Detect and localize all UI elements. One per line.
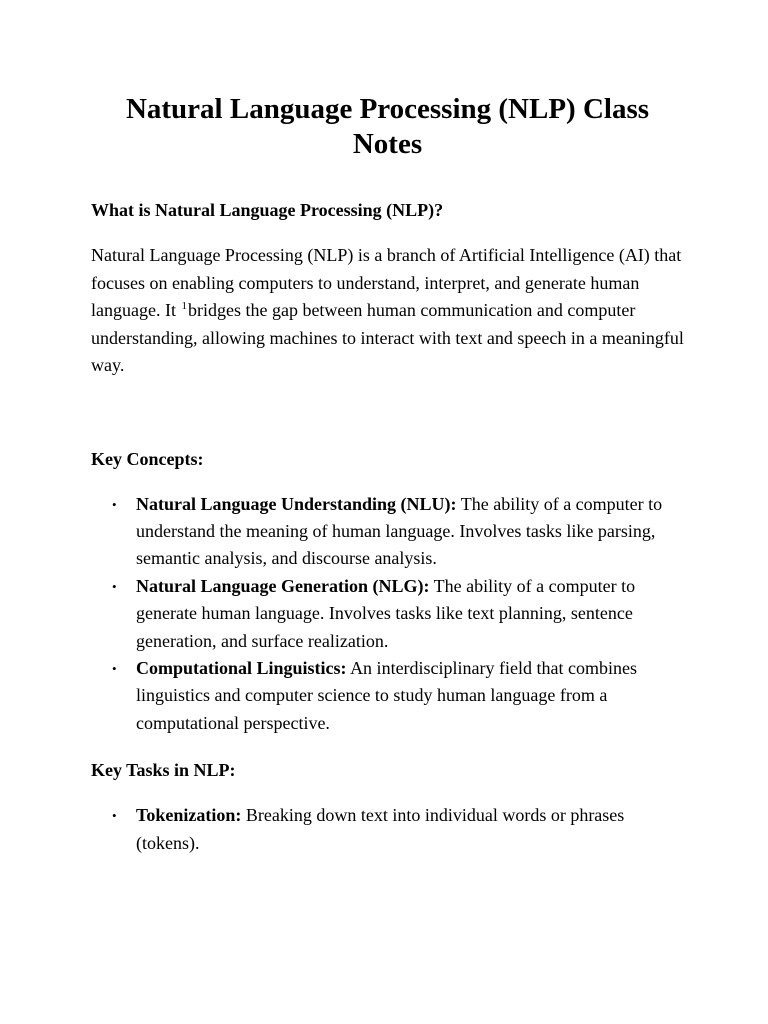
intro-paragraph-part2: bridges the gap between human communication and computer understanding, allowing machines to interact with text and speech in a meaningful way. <box>91 300 684 375</box>
bullet: • <box>112 808 117 824</box>
list-item-description: Breaking down text into individual words or phrases (tokens). <box>136 805 625 853</box>
list-item <box>91 573 684 655</box>
footnote-marker[interactable]: 1 <box>181 300 187 312</box>
bullet: • <box>112 660 117 676</box>
bullet: • <box>112 496 117 512</box>
list-item <box>91 655 684 737</box>
list-item-description: An interdisciplinary field that combines linguistics and computer science to study human language from a computational perspective. <box>136 657 637 733</box>
list-item-description: The ability of a computer to understand the meaning of human language. Involves tasks like parsing, semantic analysis, and discourse analysis. <box>136 493 663 569</box>
page-title: Natural Language Processing (NLP) Class Notes <box>125 93 650 160</box>
key-tasks-list <box>91 802 684 857</box>
list-item-term: Natural Language Understanding (NLU): <box>136 493 457 514</box>
list-item-term: Tokenization: <box>136 805 242 826</box>
key-concepts-list <box>91 491 684 738</box>
list-item-term: Computational Linguistics: <box>136 657 347 678</box>
intro-paragraph-part1: Natural Language Processing (NLP) is a branch of Artificial Intelligence (AI) that focuses on enabling computers to understand, interpret, and generate human language. It <box>91 245 682 320</box>
bullet: • <box>112 578 117 594</box>
list-item-description: The ability of a computer to generate human language. Involves tasks like text planning, sentence generation, and surface realization. <box>136 575 636 651</box>
section-heading-key-concepts: Key Concepts: <box>91 448 204 469</box>
section-heading-key-tasks: Key Tasks in NLP: <box>91 760 236 781</box>
list-item <box>91 802 684 857</box>
list-item-term: Natural Language Generation (NLG): <box>136 575 430 596</box>
list-item <box>91 491 684 573</box>
intro-paragraph <box>91 242 684 380</box>
section-heading-what-is-nlp: What is Natural Language Processing (NLP)? <box>91 200 444 220</box>
